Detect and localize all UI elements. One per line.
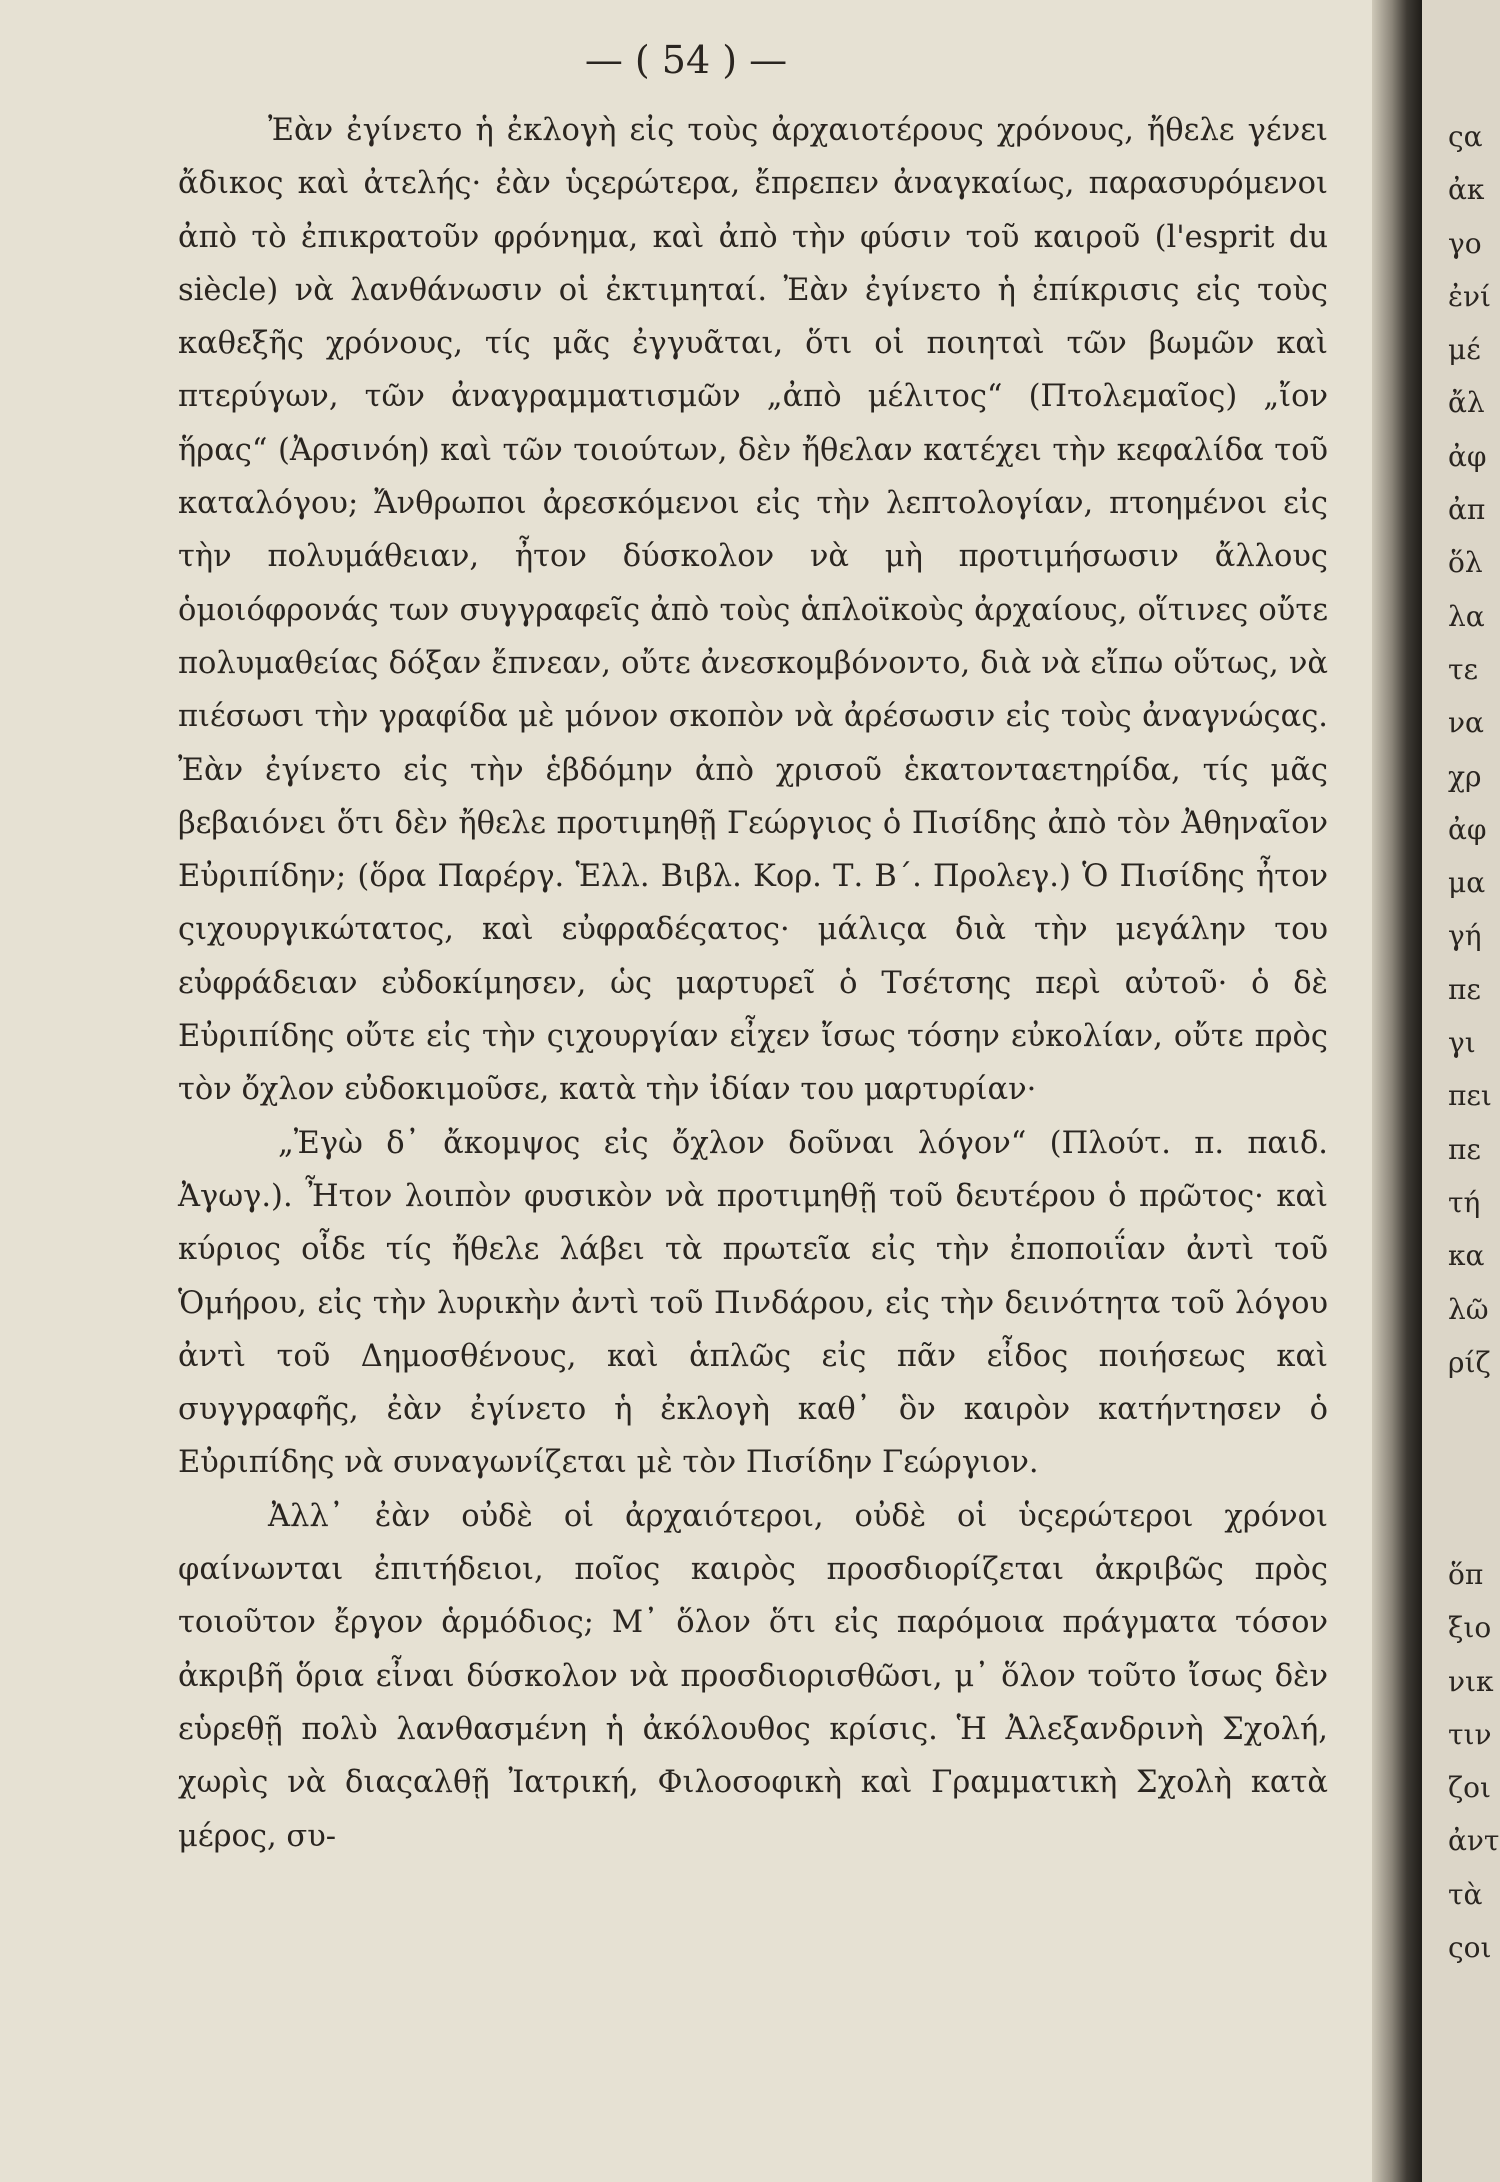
right-margin-fragments-lower bbox=[1448, 1548, 1499, 1974]
margin-fragment: τιν bbox=[1448, 1717, 1492, 1751]
margin-fragment: να bbox=[1448, 706, 1484, 740]
margin-fragment: τή bbox=[1448, 1185, 1481, 1219]
margin-fragment: τὰ bbox=[1448, 1877, 1483, 1911]
margin-fragment: ὅπ bbox=[1448, 1558, 1484, 1591]
paragraph-1: Ἐὰν ἐγίνετο ἡ ἐκλογὴ εἰς τοὺς ἀρχαιοτέρους χρόνους, ἤθελε γένει ἄδικος καὶ ἀτελής· ἐὰν ὑςερώτερα, ἔπρεπεν ἀναγκαίως, παρασυρόμενοι ἀπὸ τὸ ἐπικρατοῦν φρόνημα, καὶ ἀπὸ τὴν φύσιν τοῦ καιροῦ (l'esprit du siècle) νὰ λανθάνωσιν οἱ ἐκτιμηταί. Ἐὰν ἐγίνετο ἡ ἐπίκρισις εἰς τοὺς καθεξῆς χρόνους, τίς μᾶς ἐγγυᾶται, ὅτι οἱ ποιηταὶ τῶν βωμῶν καὶ πτερύγων, τῶν ἀναγραμματισμῶν „ἀπὸ μέλιτος“ (Πτολεμαῖος) „ἴον ἥρας“ (Ἀρσινόη) καὶ τῶν τοιούτων, δὲν ἤθελαν κατέχει τὴν κεφαλίδα τοῦ καταλόγου; Ἄνθρωποι ἀρεσκόμενοι εἰς τὴν λεπτολογίαν, πτοημένοι εἰς τὴν πολυμάθειαν, ἦτον δύσκολον νὰ μὴ προτιμήσωσιν ἄλλους ὁμοιόφρονάς των συγγραφεῖς ἀπὸ τοὺς ἁπλοϊκοὺς ἀρχαίους, οἵτινες οὔτε πολυμαθείας δόξαν ἔπνεαν, οὔτε ἀνεσκομβόνοντο, διὰ νὰ εἴπω οὕτως, νὰ πιέσωσι τὴν γραφίδα μὲ μόνον σκοπὸν νὰ ἀρέσωσιν εἰς τοὺς ἀναγνώςας. Ἐὰν ἐγίνετο εἰς τὴν ἑβδόμην ἀπὸ χρισοῦ ἑκατονταετηρίδα, τίς μᾶς βεβαιόνει ὅτι δὲν ἤθελε προτιμηθῇ Γεώργιος ὁ Πισίδης ἀπὸ τὸν Ἀθηναῖον Εὐριπίδην; (ὅρα Παρέργ. Ἑλλ. Βιβλ. Κορ. Τ. Β΄. Προλεγ.) Ὁ Πισίδης ἦτον ςιχουργικώτατος, καὶ εὐφραδέςατος· μάλιςα διὰ τὴν μεγάλην του εὐφράδειαν εὐδοκίμησεν, ὡς μαρτυρεῖ ὁ Τσέτσης περὶ αὐτοῦ· ὁ δὲ Εὐριπίδης οὔτε εἰς τὴν ςιχουργίαν εἶχεν ἴσως τόσην εὐκολίαν, οὔτε πρὸς τὸν ὄχλον εὐδοκιμοῦσε, κατὰ τὴν ἰδίαν του μαρτυρίαν· bbox=[178, 113, 1328, 1108]
paragraph-3: Ἀλλ᾽ ἐὰν οὐδὲ οἱ ἀρχαιότεροι, οὐδὲ οἱ ὑςερώτεροι χρόνοι φαίνωνται ἐπιτήδειοι, ποῖος καιρὸς προσδιορίζεται ἀκριβῶς πρὸς τοιοῦτον ἔργον ἁρμόδιος; Μ᾽ ὅλον ὅτι εἰς παρόμοια πράγματα τόσον ἀκριβῆ ὅρια εἶναι δύσκολον νὰ προσδιορισθῶσι, μ᾽ ὅλον τοῦτο ἴσως δὲν εὑρεθῇ πολὺ λανθασμένη ἡ ἀκόλουθος κρίσις. Ἡ Ἀλεξανδρινὴ Σχολή, χωρὶς νὰ διαςαλθῇ Ἰατρική, Φιλοσοφικὴ καὶ Γραμματικὴ Σχολὴ κατὰ μέρος, συ- bbox=[178, 1498, 1328, 1854]
margin-fragment: χρ bbox=[1448, 759, 1482, 793]
margin-fragment: ἀφ bbox=[1448, 812, 1487, 846]
margin-fragment: νικ bbox=[1448, 1664, 1494, 1698]
margin-fragment: λῶ bbox=[1448, 1292, 1489, 1326]
margin-fragment: ἐνί bbox=[1448, 279, 1492, 313]
main-text bbox=[178, 104, 1328, 1863]
margin-fragment: ζοι bbox=[1448, 1771, 1492, 1805]
margin-fragment: ςοι bbox=[1448, 1931, 1492, 1965]
margin-fragment: ἀντ bbox=[1448, 1824, 1500, 1858]
margin-fragment: γή bbox=[1448, 919, 1482, 953]
margin-fragment: ἀφ bbox=[1448, 439, 1487, 473]
margin-fragment: τε bbox=[1448, 652, 1478, 686]
margin-fragment: πε bbox=[1448, 1132, 1481, 1166]
margin-fragment: γο bbox=[1448, 226, 1482, 260]
margin-fragment: μα bbox=[1448, 866, 1486, 900]
margin-fragment: κα bbox=[1448, 1239, 1485, 1273]
book-gutter bbox=[1372, 0, 1422, 2182]
margin-fragment: ἀκ bbox=[1448, 173, 1485, 207]
margin-fragment: πει bbox=[1448, 1079, 1492, 1113]
right-margin-fragments-upper bbox=[1448, 110, 1492, 1389]
page-number: — ( 54 ) — bbox=[584, 38, 788, 82]
margin-fragment: γι bbox=[1448, 1026, 1476, 1060]
margin-fragment: ξιο bbox=[1448, 1611, 1492, 1645]
margin-fragment: ἄλ bbox=[1448, 386, 1485, 420]
margin-fragment: πε bbox=[1448, 972, 1481, 1006]
margin-fragment: λα bbox=[1448, 599, 1485, 633]
margin-fragment: ὅλ bbox=[1448, 546, 1483, 580]
margin-fragment: μέ bbox=[1448, 333, 1481, 367]
margin-fragment: ρίζ bbox=[1448, 1345, 1491, 1379]
paragraph-2: „Ἐγὼ δ᾽ ἄκομψος εἰς ὄχλον δοῦναι λόγον“ (Πλούτ. π. παιδ. Ἀγωγ.). Ἦτον λοιπὸν φυσικὸν νὰ προτιμηθῇ τοῦ δευτέρου ὁ πρῶτος· καὶ κύριος οἶδε τίς ἤθελε λάβει τὰ πρωτεῖα εἰς τὴν ἐποποιΐαν ἀντὶ τοῦ Ὁμήρου, εἰς τὴν λυρικὴν ἀντὶ τοῦ Πινδάρου, εἰς τὴν δεινότητα τοῦ λόγου ἀντὶ τοῦ Δημοσθένους, καὶ ἁπλῶς εἰς πᾶν εἶδος ποιήσεως καὶ συγγραφῆς, ἐὰν ἐγίνετο ἡ ἐκλογὴ καθ᾽ ὃν καιρὸν κατήντησεν ὁ Εὐριπίδης νὰ συναγωνίζεται μὲ τὸν Πισίδην Γεώργιον. bbox=[178, 1125, 1328, 1481]
margin-fragment: ἀπ bbox=[1448, 493, 1486, 527]
margin-fragment: ςα bbox=[1448, 120, 1483, 153]
